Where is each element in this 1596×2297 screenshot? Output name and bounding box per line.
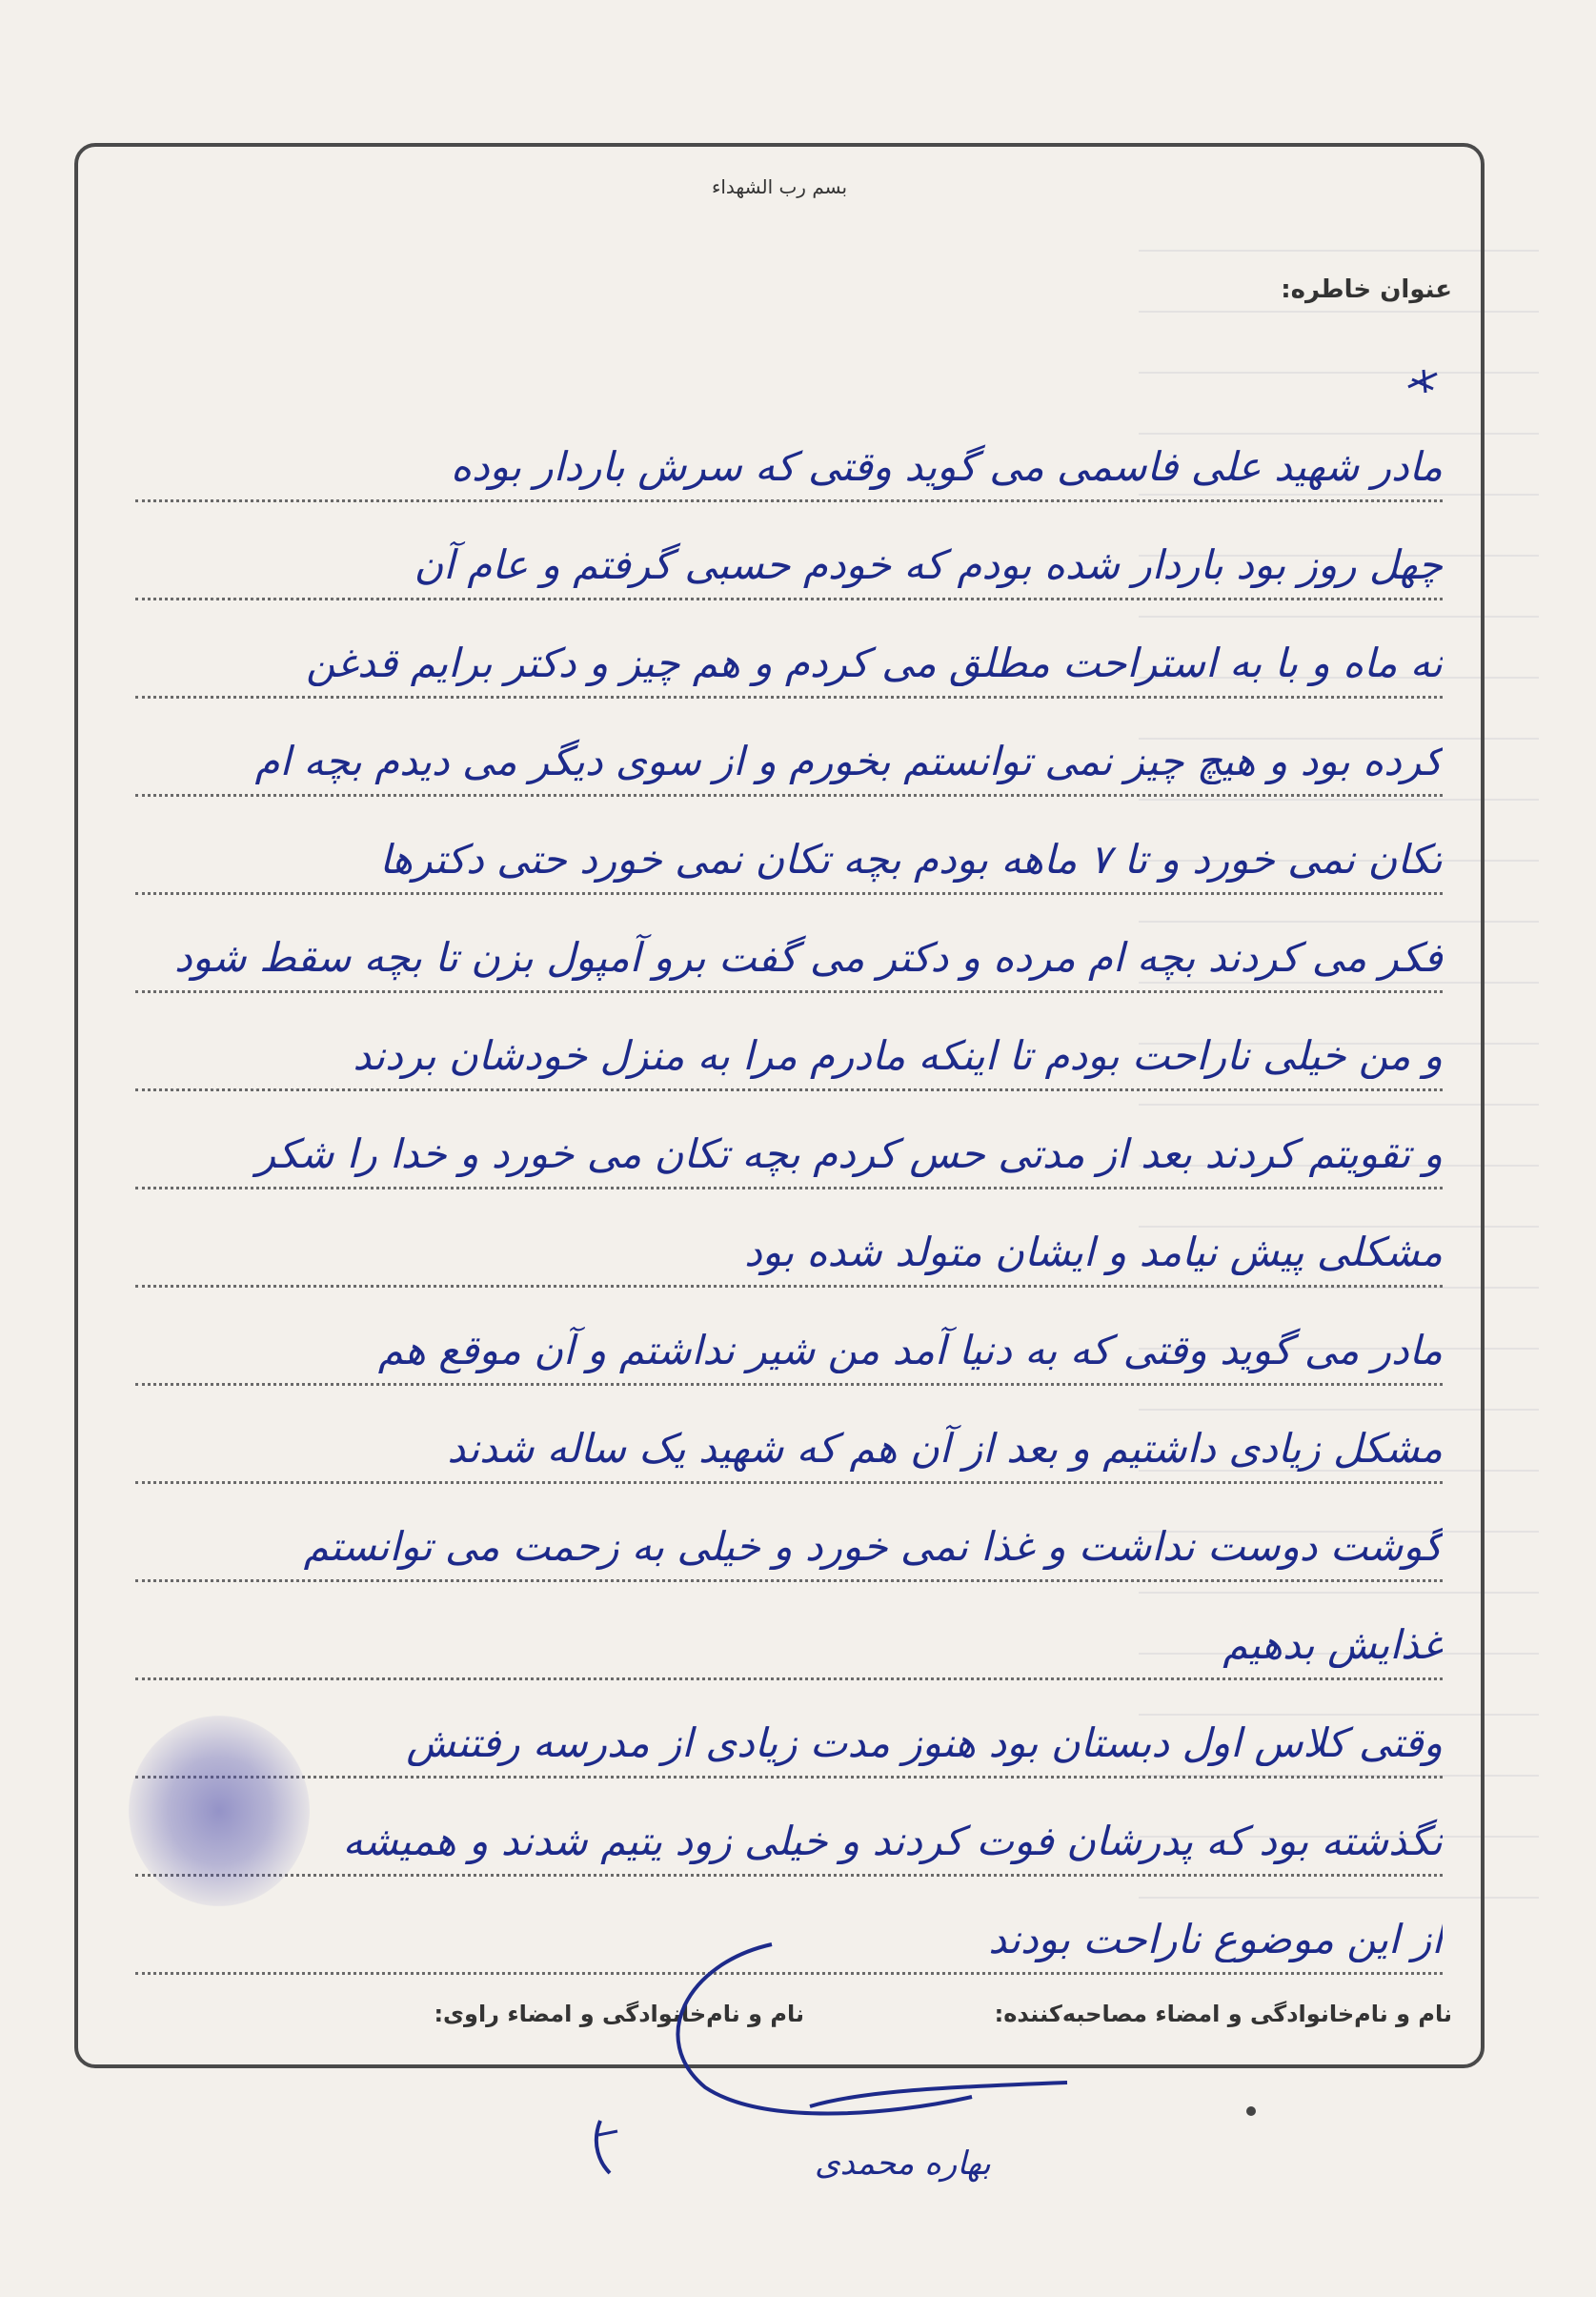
paper-speck bbox=[1246, 2106, 1256, 2116]
memoir-title-label: عنوان خاطره: bbox=[1281, 275, 1452, 304]
interviewer-signature-label: نام و نام‌خانوادگی و امضاء مصاحبه‌کننده: bbox=[994, 2001, 1452, 2027]
handwritten-line: از این موضوع ناراحت بودند bbox=[135, 1877, 1443, 1975]
handwritten-line: غذایش بدهیم bbox=[135, 1582, 1443, 1680]
handwritten-line: نه ماه و با به استراحت مطلق می کردم و هم چیز و دکتر برایم قدغن bbox=[135, 600, 1443, 699]
signature-scribble-icon bbox=[572, 1906, 1086, 2249]
handwritten-line: فکر می کردند بچه ام مرده و دکتر می گفت برو آمپول بزن تا بچه سقط شود bbox=[135, 895, 1443, 993]
handwritten-line: و من خیلی ناراحت بودم تا اینکه مادرم مرا به منزل خودشان بردند bbox=[135, 993, 1443, 1091]
pen-mark-icon bbox=[1404, 366, 1443, 395]
handwritten-line: مادر می گوید وقتی که به دنیا آمد من شیر نداشتم و آن موقع هم bbox=[135, 1288, 1443, 1386]
narrator-signature-label: نام و نام‌خانوادگی و امضاء راوی: bbox=[434, 2001, 804, 2027]
handwritten-line: کرده بود و هیچ چیز نمی توانستم بخورم و از سوی دیگر می دیدم بچه ام bbox=[135, 699, 1443, 797]
handwritten-line: چهل روز بود باردار شده بودم که خودم حسبی گرفتم و عام آن bbox=[135, 502, 1443, 600]
thumbprint bbox=[129, 1716, 310, 1906]
interviewer-name-handwritten: بهاره محمدی bbox=[815, 2145, 991, 2183]
handwritten-line: نگذشته بود که پدرشان فوت کردند و خیلی زود یتیم شدند و همیشه bbox=[135, 1779, 1443, 1877]
signature-area bbox=[572, 1906, 1086, 2249]
handwritten-text-area bbox=[135, 404, 1443, 1975]
handwritten-line: مشکلی پیش نیامد و ایشان متولد شده بود bbox=[135, 1189, 1443, 1288]
handwritten-line: مشکل زیادی داشتیم و بعد از آن هم که شهید یک ساله شدند bbox=[135, 1386, 1443, 1484]
handwritten-line: وقتی کلاس اول دبستان بود هنوز مدت زیادی از مدرسه رفتنش bbox=[135, 1680, 1443, 1779]
handwritten-line: تکان نمی خورد و تا ۷ ماهه بودم بچه تکان نمی خورد حتی دکترها bbox=[135, 797, 1443, 895]
handwritten-line: و تقویتم کردند بعد از مدتی حس کردم بچه تکان می خورد و خدا را شکر bbox=[135, 1091, 1443, 1189]
handwritten-line: مادر شهید علی فاسمی می گوید وقتی که سرش باردار بوده bbox=[135, 404, 1443, 502]
handwritten-line: گوشت دوست نداشت و غذا نمی خورد و خیلی به زحمت می توانستم bbox=[135, 1484, 1443, 1582]
form-header: بسم رب الشهداء bbox=[711, 175, 848, 198]
